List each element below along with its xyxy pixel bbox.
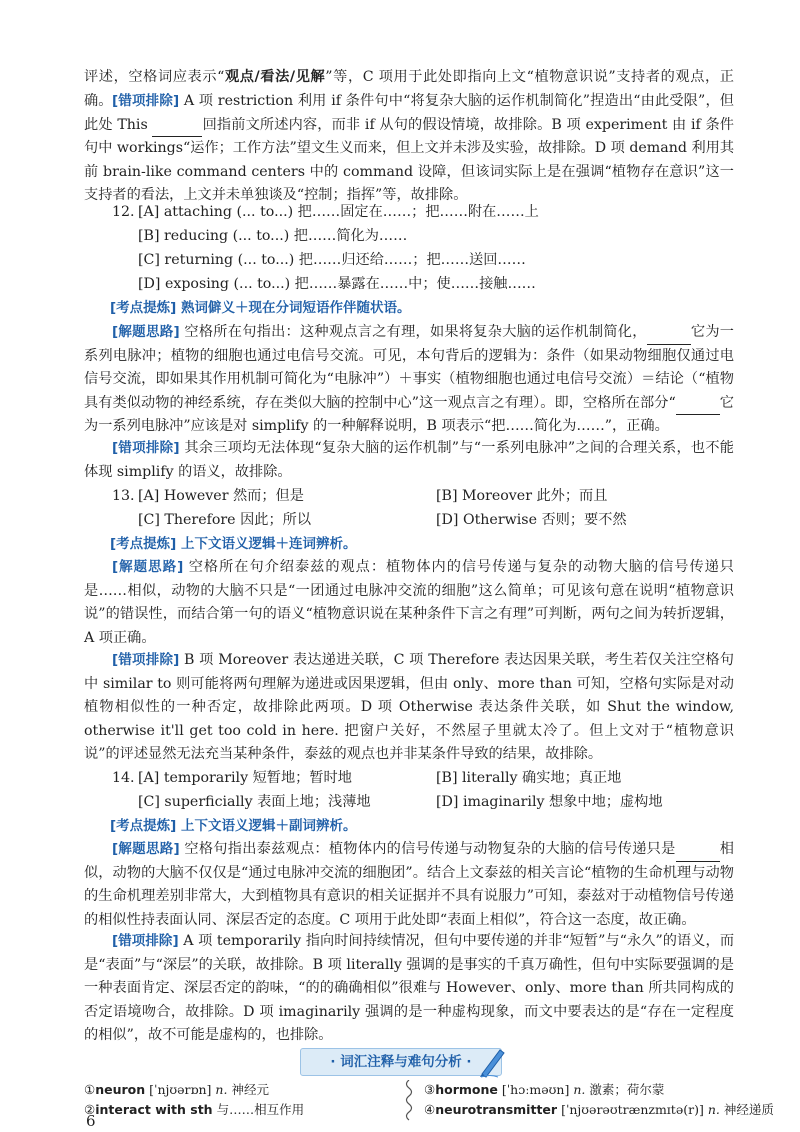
item-number: ① bbox=[84, 1082, 96, 1097]
option-a: [A] attaching (... to...) 把……固定在……；把……附在……上 bbox=[138, 204, 539, 220]
phonetic: [ˈnjʊərɒn] bbox=[149, 1082, 212, 1097]
vocab-word: interact with sth bbox=[95, 1102, 213, 1117]
phonetic: [ˈnjʊərəʊtrænzmɪtə(r)] bbox=[561, 1102, 704, 1117]
part-of-speech: n. bbox=[573, 1082, 586, 1097]
section-tag: [错项排除] bbox=[112, 933, 179, 949]
meaning: 神经递质 bbox=[723, 1102, 774, 1117]
meaning: 神经元 bbox=[231, 1082, 269, 1097]
option-c: [C] Therefore 因此；所以 bbox=[138, 512, 312, 528]
question-number: 13. bbox=[112, 488, 135, 504]
option-a: [A] temporarily 短暂地；暂时地 bbox=[138, 770, 352, 786]
text-span: 相似，动物的大脑不仅仅是“通过电脉冲交流的细胞团”。结合上文泰兹的相关言论“植物的生命机理与动物的生命机理差别非常大，大到植物具有意识的相关证据并不具有说服力”可知，泰兹对于动植物信号传递的相似性持表面认同、深层否定的态度。C 项用于此处即“表面上相似”，符合这一态度，故正确。 bbox=[84, 841, 734, 928]
option-d: [D] exposing (... to...) 把……暴露在……中；使……接触…… bbox=[138, 276, 536, 292]
vocab-item bbox=[84, 1100, 304, 1120]
key-point-text: 上下文语义逻辑＋副词辨析。 bbox=[176, 818, 357, 834]
wrong-options-paragraph-q13 bbox=[84, 649, 734, 767]
option-b: [B] reducing (... to...) 把……简化为…… bbox=[138, 228, 408, 244]
text-span: A 项 restriction 利用 if 条件句中“将复杂大脑的运作机制简化”捏造出“由此受限”，但此处 This bbox=[84, 93, 734, 133]
text-span: 其余三项均无法体现“复杂大脑的运作机制”与“一系列电脉冲”之间的合理关系，也不能体现 simplify 的语义，故排除。 bbox=[84, 440, 734, 480]
key-point-q14 bbox=[110, 814, 357, 838]
option-d: [D] Otherwise 否则；要不然 bbox=[436, 512, 627, 528]
text-span: 它为一系列电脉冲”应该是对 simplify 的一种解释说明，B 项表示“把……简化为……”，正确。 bbox=[84, 394, 734, 434]
wrong-options-paragraph-q14 bbox=[84, 930, 734, 1048]
phonetic: [ˈhɔːməʊn] bbox=[501, 1082, 570, 1097]
section-tag: [解题思路] bbox=[112, 841, 180, 857]
answer-blank bbox=[152, 119, 202, 137]
option-c: [C] returning (... to...) 把……归还给……；把……送回…… bbox=[138, 252, 526, 268]
reasoning-paragraph-q14 bbox=[84, 838, 734, 932]
highlight-text: 观点/看法/见解 bbox=[224, 69, 326, 85]
wrong-options-paragraph-q12 bbox=[84, 437, 734, 484]
section-tag: [解题思路] bbox=[112, 324, 180, 340]
vocab-word: neuron bbox=[95, 1082, 146, 1097]
option-c: [C] superficially 表面上地；浅薄地 bbox=[138, 794, 371, 810]
answer-blank bbox=[676, 397, 720, 415]
question-number: 14. bbox=[112, 770, 135, 786]
option-d: [D] imaginarily 想象中地；虚构地 bbox=[436, 794, 663, 810]
text-span: B 项 Moreover 表达递进关联，C 项 Therefore 表达因果关联，考生若仅关注空格句中 similar to 则可能将两句理解为递进或因果逻辑，但由 only、more than 可知，空格句实际是对动植物相似性的一种否定，故排除此两项。D 项 Otherwise 表达条件关联，如 Shut the window, otherwise it'll get too cold in here. 把窗户关好，不然屋子里就太冷了。但上文对于“植物意识说”的评述显然无法充当某种条件，泰兹的观点也并非某条件导致的结果，故排除。 bbox=[84, 652, 734, 762]
vocab-item bbox=[424, 1100, 774, 1120]
meaning: 激素；荷尔蒙 bbox=[589, 1082, 665, 1097]
answer-blank bbox=[676, 844, 720, 862]
vocab-word: hormone bbox=[435, 1082, 498, 1097]
part-of-speech: n. bbox=[707, 1102, 720, 1117]
text-span: A 项 temporarily 指向时间持续情况，但句中要传递的并非“短暂”与“永久”的语义，而是“表面”与“深层”的关联，故排除。B 项 literally 强调的是事实的千真万确性，但句中实际要强调的是一种表面肯定、深层否定的韵味，“的的确确相似”很难与 However、only、more than 所共同构成的否定语境吻合，故排除。D 项 imaginarily 强调的是一种虚构现象，而文中要表达的是“存在一定程度的相似”，故不可能是虚构的，也排除。 bbox=[84, 933, 735, 1043]
section-tag: [考点提炼] bbox=[110, 818, 177, 834]
question-number: 12. bbox=[112, 204, 135, 220]
reasoning-paragraph-q13 bbox=[84, 556, 734, 650]
key-point-text: 熟词僻义＋现在分词短语作伴随状语。 bbox=[176, 300, 411, 316]
meaning: 与……相互作用 bbox=[216, 1102, 305, 1117]
option-b: [B] literally 确实地；真正地 bbox=[436, 770, 622, 786]
text-span: 回指前文所述内容，而非 if 从句的假设情境，故排除。B 项 experiment 由 if 条件句中 workings“运作；工作方法”望文生义而来，但上文并未涉及实验，故排除。D 项 demand 利用其前 brain-like command centers 中的 command 设障，但该词实际上是在强调“植物存在意识”这一支持者的看法，上文并未单独谈及“控制；指挥”等，故排除。 bbox=[84, 116, 735, 203]
option-a: [A] However 然而；但是 bbox=[138, 488, 304, 504]
text-span: 空格所在句介绍泰兹的观点：植物体内的信号传递与复杂的动物大脑的信号传递只是……相似，动物的大脑不只是“一团通过电脉冲交流的细胞”这么简单；可见该句意在说明“植物意识说”的错误性，而结合第一句的语义“植物意识说在某种条件下言之有理”可判断，两句之间为转折逻辑，A 项正确。 bbox=[84, 559, 734, 646]
reasoning-paragraph-q12 bbox=[84, 321, 734, 439]
section-tag: [错项排除] bbox=[112, 652, 180, 668]
key-point-q13 bbox=[110, 532, 357, 556]
option-b: [B] Moreover 此外；而且 bbox=[436, 488, 608, 504]
section-tag: [考点提炼] bbox=[110, 300, 177, 316]
text-span: 空格句指出泰兹观点：植物体内的信号传递与动物复杂的大脑的信号传递只是 bbox=[179, 841, 676, 857]
wrong-options-paragraph-q11 bbox=[84, 90, 734, 208]
vocab-section-title: · 词汇注释与难句分析 · bbox=[300, 1048, 502, 1076]
divider-ornament bbox=[403, 1080, 415, 1124]
key-point-text: 上下文语义逻辑＋连词辨析。 bbox=[176, 536, 357, 552]
answer-blank bbox=[647, 327, 691, 345]
section-tag: [考点提炼] bbox=[110, 536, 177, 552]
vocab-word: neurotransmitter bbox=[435, 1102, 558, 1117]
item-number: ④ bbox=[424, 1102, 436, 1117]
vocab-item bbox=[84, 1080, 269, 1100]
vocab-item bbox=[424, 1080, 664, 1100]
item-number: ② bbox=[84, 1102, 96, 1117]
part-of-speech: n. bbox=[215, 1082, 228, 1097]
text-span: 它为一系列电脉冲；植物的细胞也通过电信号交流。可见，本句背后的逻辑为：条件（如果动物细胞仅通过电信号交流，即如果其作用机制可简化为“电脉冲”）＋事实（植物细胞也通过电信号交流）＝结论（“植物具有类似动物的神经系统，存在类似大脑的控制中心”这一观点言之有理）。即，空格所在部分“ bbox=[84, 324, 734, 411]
pen-icon bbox=[478, 1044, 508, 1078]
text-span: ”等，C 项用于此处即指向上文“植物意识说”支持者的观点，正确。 bbox=[84, 69, 734, 109]
key-point-q12 bbox=[110, 296, 411, 320]
item-number: ③ bbox=[424, 1082, 436, 1097]
section-tag: [错项排除] bbox=[112, 93, 180, 109]
text-span: 评述，空格词应表示“ bbox=[84, 69, 225, 85]
text-span: 空格所在句指出：这种观点言之有理，如果将复杂大脑的运作机制简化， bbox=[179, 324, 647, 340]
page-number: 6 bbox=[86, 1112, 96, 1130]
section-tag: [错项排除] bbox=[112, 440, 180, 456]
section-tag: [解题思路] bbox=[112, 559, 184, 575]
